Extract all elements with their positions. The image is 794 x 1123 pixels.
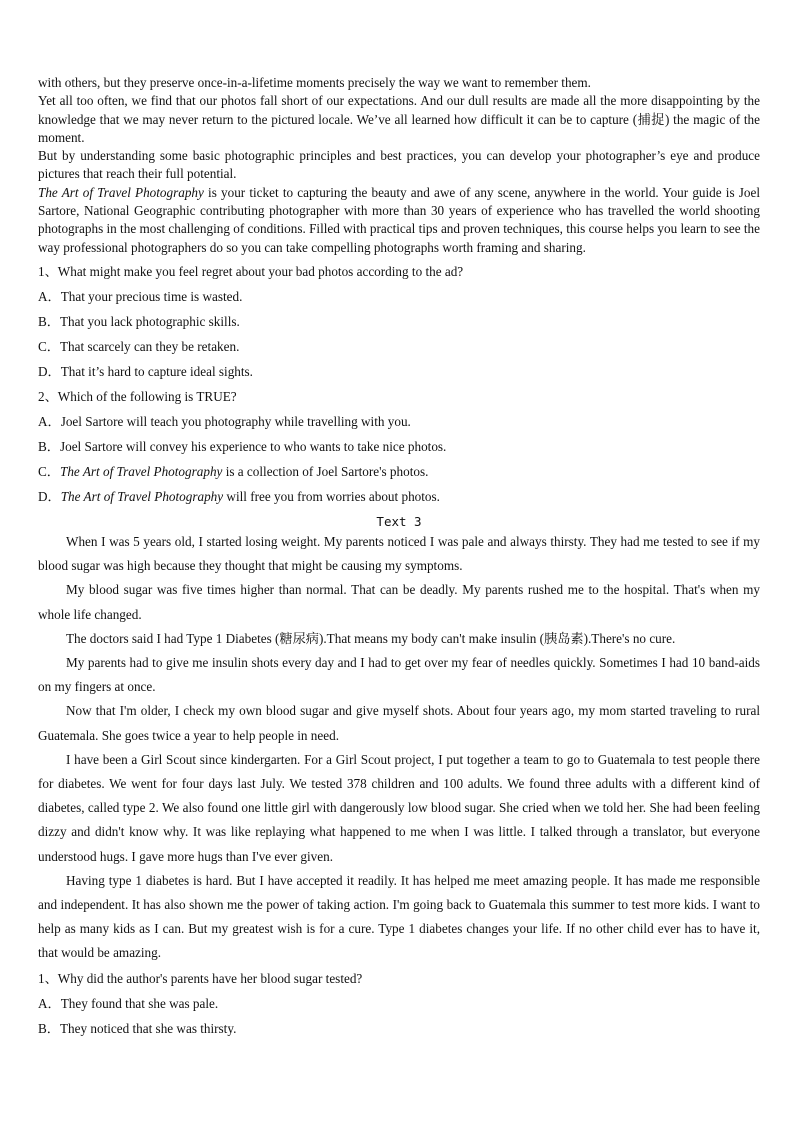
text3-paragraph-5: Now that I'm older, I check my own blood sugar and give myself shots. About four years ago, my mom started traveling to rural Guatemala. She goes twice a year to help people in need. (38, 703, 760, 743)
question-1-option-b: B．That you lack photographic skills. (38, 313, 240, 329)
question-2-option-d (38, 484, 760, 509)
passage2-paragraph-4-text: is your ticket to capturing the beauty and awe of any scene, anywhere in the world. Your guide is Joel Sartore, National Geographic contributing photographer with more than 30 years of experience who has travelled the world shooting photographs in the most challenging of conditions. Filled with practical tips and proven techniques, this course helps you learn to see the way professional photographers do so you can take compelling photographs worth framing and sharing. (38, 184, 761, 255)
text3-question-1-option-b: B．They noticed that she was thirsty. (38, 1020, 237, 1036)
passage2-paragraph-3: But by understanding some basic photographic principles and best practices, you can develop your photographer’s eye and produce pictures that reach their full potential. (38, 148, 760, 182)
text3-paragraph-6: I have been a Girl Scout since kindergarten. For a Girl Scout project, I put together a team to go to Guatemala to test people there for diabetes. We went for four days last July. We tested 378 children and 100 adults. We found three adults with a different kind of diabetes, called type 2. We also found one little girl with dangerously low blood sugar. She cried when we told her. She had been feeling dizzy and didn't know why. It was like replaying what happened to me when I was little. I talked through a translator, but everyone understood hugs. I gave more hugs than I've ever given. (38, 751, 760, 864)
question-1-option-a: A．That your precious time is wasted. (38, 288, 243, 304)
option-d-label: D． (38, 488, 61, 504)
document-page (38, 74, 760, 1041)
passage2-paragraph-4 (38, 184, 760, 257)
course-title: The Art of Travel Photography (38, 184, 204, 200)
text3-paragraph-3: The doctors said I had Type 1 Diabetes (糖尿病).That means my body can't make insulin (胰岛素).There's no cure. (66, 630, 676, 646)
passage2-paragraph-1: with others, but they preserve once-in-a-lifetime moments precisely the way we want to remember them. (38, 75, 591, 90)
option-c-title: The Art of Travel Photography (59, 463, 223, 479)
text3-paragraph-4: My parents had to give me insulin shots every day and I had to get over my fear of needles quickly. Sometimes I had 10 band-aids on my fingers at once. (38, 654, 760, 695)
option-c-text: is a collection of Joel Sartore's photos. (222, 463, 429, 479)
option-d-text: will free you from worries about photos. (223, 488, 440, 504)
passage2-paragraph-2: Yet all too often, we find that our photos fall short of our expectations. And our dull results are made all the more disappointing by the knowledge that we may never return to the pictured locale. We’ve all learned how difficult it can be to capture (捕捉) the magic of the moment. (38, 93, 760, 145)
text3-question-1-option-a: A．They found that she was pale. (38, 995, 219, 1011)
text3-title: Text 3 (376, 513, 422, 529)
question-2: 2、Which of the following is TRUE? (38, 388, 237, 404)
question-1-option-c: C．That scarcely can they be retaken. (38, 338, 240, 354)
text3-paragraph-1: When I was 5 years old, I started losing weight. My parents noticed I was pale and always thirsty. They had me tested to see if my blood sugar was high because they thought that might be causing my symptoms. (38, 533, 760, 574)
question-2-option-a: A．Joel Sartore will teach you photography while travelling with you. (38, 413, 411, 429)
text3-question-1: 1、Why did the author's parents have her blood sugar tested? (38, 970, 363, 986)
question-1-option-d: D．That it’s hard to capture ideal sights. (38, 363, 253, 379)
question-2-option-c (38, 459, 760, 484)
text3-paragraph-2: My blood sugar was five times higher than normal. That can be deadly. My parents rushed me to the hospital. That's when my whole life changed. (38, 582, 760, 622)
question-2-option-b: B．Joel Sartore will convey his experience to who wants to take nice photos. (38, 438, 447, 454)
question-1: 1、What might make you feel regret about your bad photos according to the ad? (38, 263, 464, 279)
text3-paragraph-7: Having type 1 diabetes is hard. But I have accepted it readily. It has helped me meet amazing people. It has made me responsible and independent. It has also shown me the power of taking action. I'm going back to Guatemala this summer to test more kids. I want to help as many kids as I can. But my greatest wish is for a cure. Type 1 diabetes changes your life. If no other child ever has to have it, that would be amazing. (38, 872, 760, 961)
option-d-title: The Art of Travel Photography (60, 488, 224, 504)
option-c-label: C． (38, 463, 60, 479)
